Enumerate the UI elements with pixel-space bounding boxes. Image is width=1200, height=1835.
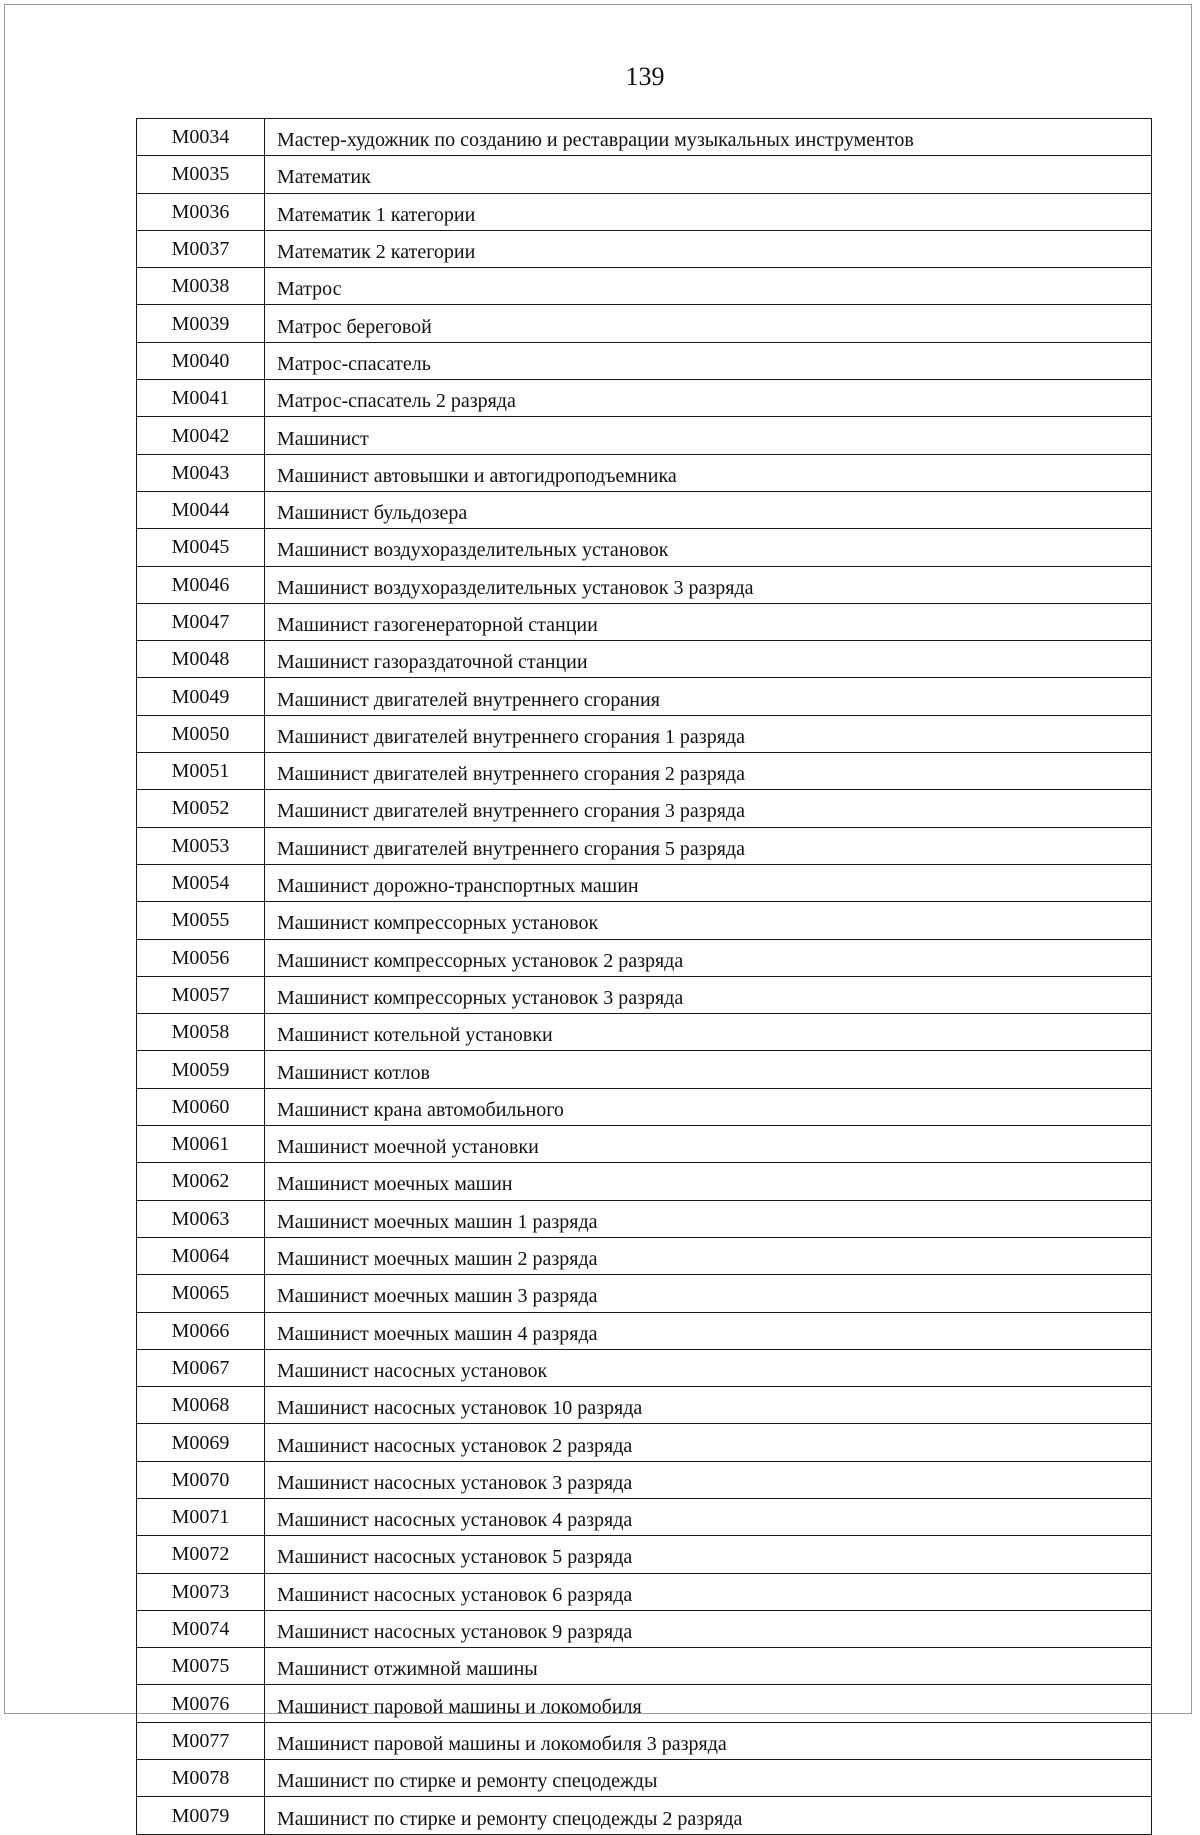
table-row [137,678,1152,715]
row-code: М0036 [137,193,265,230]
table-row [137,1498,1152,1535]
row-name: Машинист воздухоразделительных установок [265,529,1152,566]
table-row [137,1797,1152,1834]
row-code: М0067 [137,1349,265,1386]
row-code: М0075 [137,1648,265,1685]
row-code: М0049 [137,678,265,715]
row-code: М0038 [137,268,265,305]
table-row [137,1163,1152,1200]
row-code: М0053 [137,827,265,864]
row-name: Машинист по стирке и ремонту спецодежды [265,1760,1152,1797]
table-row [137,1610,1152,1647]
row-name: Машинист моечных машин 3 разряда [265,1275,1152,1312]
row-code: М0056 [137,939,265,976]
row-code: М0055 [137,902,265,939]
table-row [137,380,1152,417]
row-code: М0043 [137,454,265,491]
row-code: М0073 [137,1573,265,1610]
table-row [137,193,1152,230]
row-name: Машинист моечных машин 4 разряда [265,1312,1152,1349]
row-code: М0040 [137,342,265,379]
table-row [137,1387,1152,1424]
row-name: Машинист [265,417,1152,454]
row-name: Машинист отжимной машины [265,1648,1152,1685]
row-name: Машинист компрессорных установок 3 разряда [265,976,1152,1013]
row-code: М0065 [137,1275,265,1312]
table-row [137,1424,1152,1461]
table-row [137,156,1152,193]
row-name: Мастер-художник по созданию и реставрации музыкальных инструментов [265,119,1152,156]
row-code: М0042 [137,417,265,454]
row-name: Машинист компрессорных установок [265,902,1152,939]
row-code: М0057 [137,976,265,1013]
table-row [137,119,1152,156]
table-row [137,268,1152,305]
row-name: Машинист двигателей внутреннего сгорания 1 разряда [265,715,1152,752]
table-row [137,864,1152,901]
row-name: Машинист насосных установок 10 разряда [265,1387,1152,1424]
profession-code-table [136,118,1152,1835]
table-row [137,454,1152,491]
row-code: М0046 [137,566,265,603]
row-code: М0070 [137,1461,265,1498]
table-row [137,827,1152,864]
row-name: Машинист двигателей внутреннего сгорания [265,678,1152,715]
row-name: Машинист бульдозера [265,491,1152,528]
row-name: Машинист котельной установки [265,1014,1152,1051]
row-name: Математик 1 категории [265,193,1152,230]
row-code: М0047 [137,603,265,640]
table-row [137,230,1152,267]
table-row [137,939,1152,976]
table-row [137,641,1152,678]
row-code: М0058 [137,1014,265,1051]
row-name: Машинист автовышки и автогидроподъемника [265,454,1152,491]
row-name: Машинист по стирке и ремонту спецодежды 2 разряда [265,1797,1152,1834]
row-name: Математик 2 категории [265,230,1152,267]
row-code: М0041 [137,380,265,417]
table-row [137,753,1152,790]
row-name: Машинист моечных машин [265,1163,1152,1200]
table-row [137,1648,1152,1685]
row-code: М0039 [137,305,265,342]
table-row [137,1760,1152,1797]
row-code: М0062 [137,1163,265,1200]
table-row [137,715,1152,752]
row-name: Машинист моечных машин 2 разряда [265,1237,1152,1274]
row-code: М0071 [137,1498,265,1535]
row-code: М0045 [137,529,265,566]
table-row [137,491,1152,528]
table-row [137,976,1152,1013]
row-name: Машинист моечных машин 1 разряда [265,1200,1152,1237]
row-name: Машинист компрессорных установок 2 разряда [265,939,1152,976]
row-name: Машинист газораздаточной станции [265,641,1152,678]
row-code: М0068 [137,1387,265,1424]
table-row [137,902,1152,939]
row-name: Машинист насосных установок 4 разряда [265,1498,1152,1535]
row-name: Машинист насосных установок 9 разряда [265,1610,1152,1647]
table-row [137,1126,1152,1163]
table-row [137,417,1152,454]
row-name: Матрос береговой [265,305,1152,342]
row-name: Машинист насосных установок 3 разряда [265,1461,1152,1498]
table-row [137,529,1152,566]
row-name: Машинист двигателей внутреннего сгорания 2 разряда [265,753,1152,790]
table-row [137,1536,1152,1573]
row-code: М0044 [137,491,265,528]
row-name: Машинист моечной установки [265,1126,1152,1163]
row-code: М0072 [137,1536,265,1573]
row-code: М0034 [137,119,265,156]
table-row [137,1461,1152,1498]
row-code: М0054 [137,864,265,901]
row-name: Математик [265,156,1152,193]
row-code: М0066 [137,1312,265,1349]
table-row [137,1088,1152,1125]
table-row [137,1312,1152,1349]
row-name: Матрос-спасатель 2 разряда [265,380,1152,417]
row-code: М0063 [137,1200,265,1237]
row-name: Машинист паровой машины и локомобиля 3 разряда [265,1722,1152,1759]
row-name: Машинист насосных установок 6 разряда [265,1573,1152,1610]
row-name: Машинист насосных установок 2 разряда [265,1424,1152,1461]
row-name: Машинист паровой машины и локомобиля [265,1685,1152,1722]
row-name: Машинист крана автомобильного [265,1088,1152,1125]
table-row [137,1051,1152,1088]
row-code: М0035 [137,156,265,193]
row-code: М0077 [137,1722,265,1759]
row-code: М0060 [137,1088,265,1125]
row-name: Машинист двигателей внутреннего сгорания 3 разряда [265,790,1152,827]
row-code: М0059 [137,1051,265,1088]
row-name: Машинист двигателей внутреннего сгорания 5 разряда [265,827,1152,864]
row-code: М0061 [137,1126,265,1163]
row-code: М0074 [137,1610,265,1647]
row-code: М0078 [137,1760,265,1797]
row-name: Машинист котлов [265,1051,1152,1088]
row-code: М0079 [137,1797,265,1834]
row-code: М0076 [137,1685,265,1722]
table-row [137,1722,1152,1759]
table-row [137,1573,1152,1610]
page-number: 139 [625,62,665,91]
table-row [137,342,1152,379]
row-name: Машинист дорожно-транспортных машин [265,864,1152,901]
table-row [137,1275,1152,1312]
row-code: М0037 [137,230,265,267]
table-row [137,790,1152,827]
row-name: Матрос-спасатель [265,342,1152,379]
row-code: М0051 [137,753,265,790]
table-row [137,1237,1152,1274]
row-name: Матрос [265,268,1152,305]
table-row [137,603,1152,640]
table-row [137,566,1152,603]
table-row [137,1349,1152,1386]
table-row [137,1200,1152,1237]
row-name: Машинист насосных установок [265,1349,1152,1386]
table-row [137,1685,1152,1722]
row-code: М0050 [137,715,265,752]
row-name: Машинист газогенераторной станции [265,603,1152,640]
table-row [137,1014,1152,1051]
row-name: Машинист насосных установок 5 разряда [265,1536,1152,1573]
row-code: М0052 [137,790,265,827]
row-name: Машинист воздухоразделительных установок 3 разряда [265,566,1152,603]
row-code: М0069 [137,1424,265,1461]
table-body [137,119,1152,1835]
row-code: М0064 [137,1237,265,1274]
row-code: М0048 [137,641,265,678]
table-row [137,305,1152,342]
